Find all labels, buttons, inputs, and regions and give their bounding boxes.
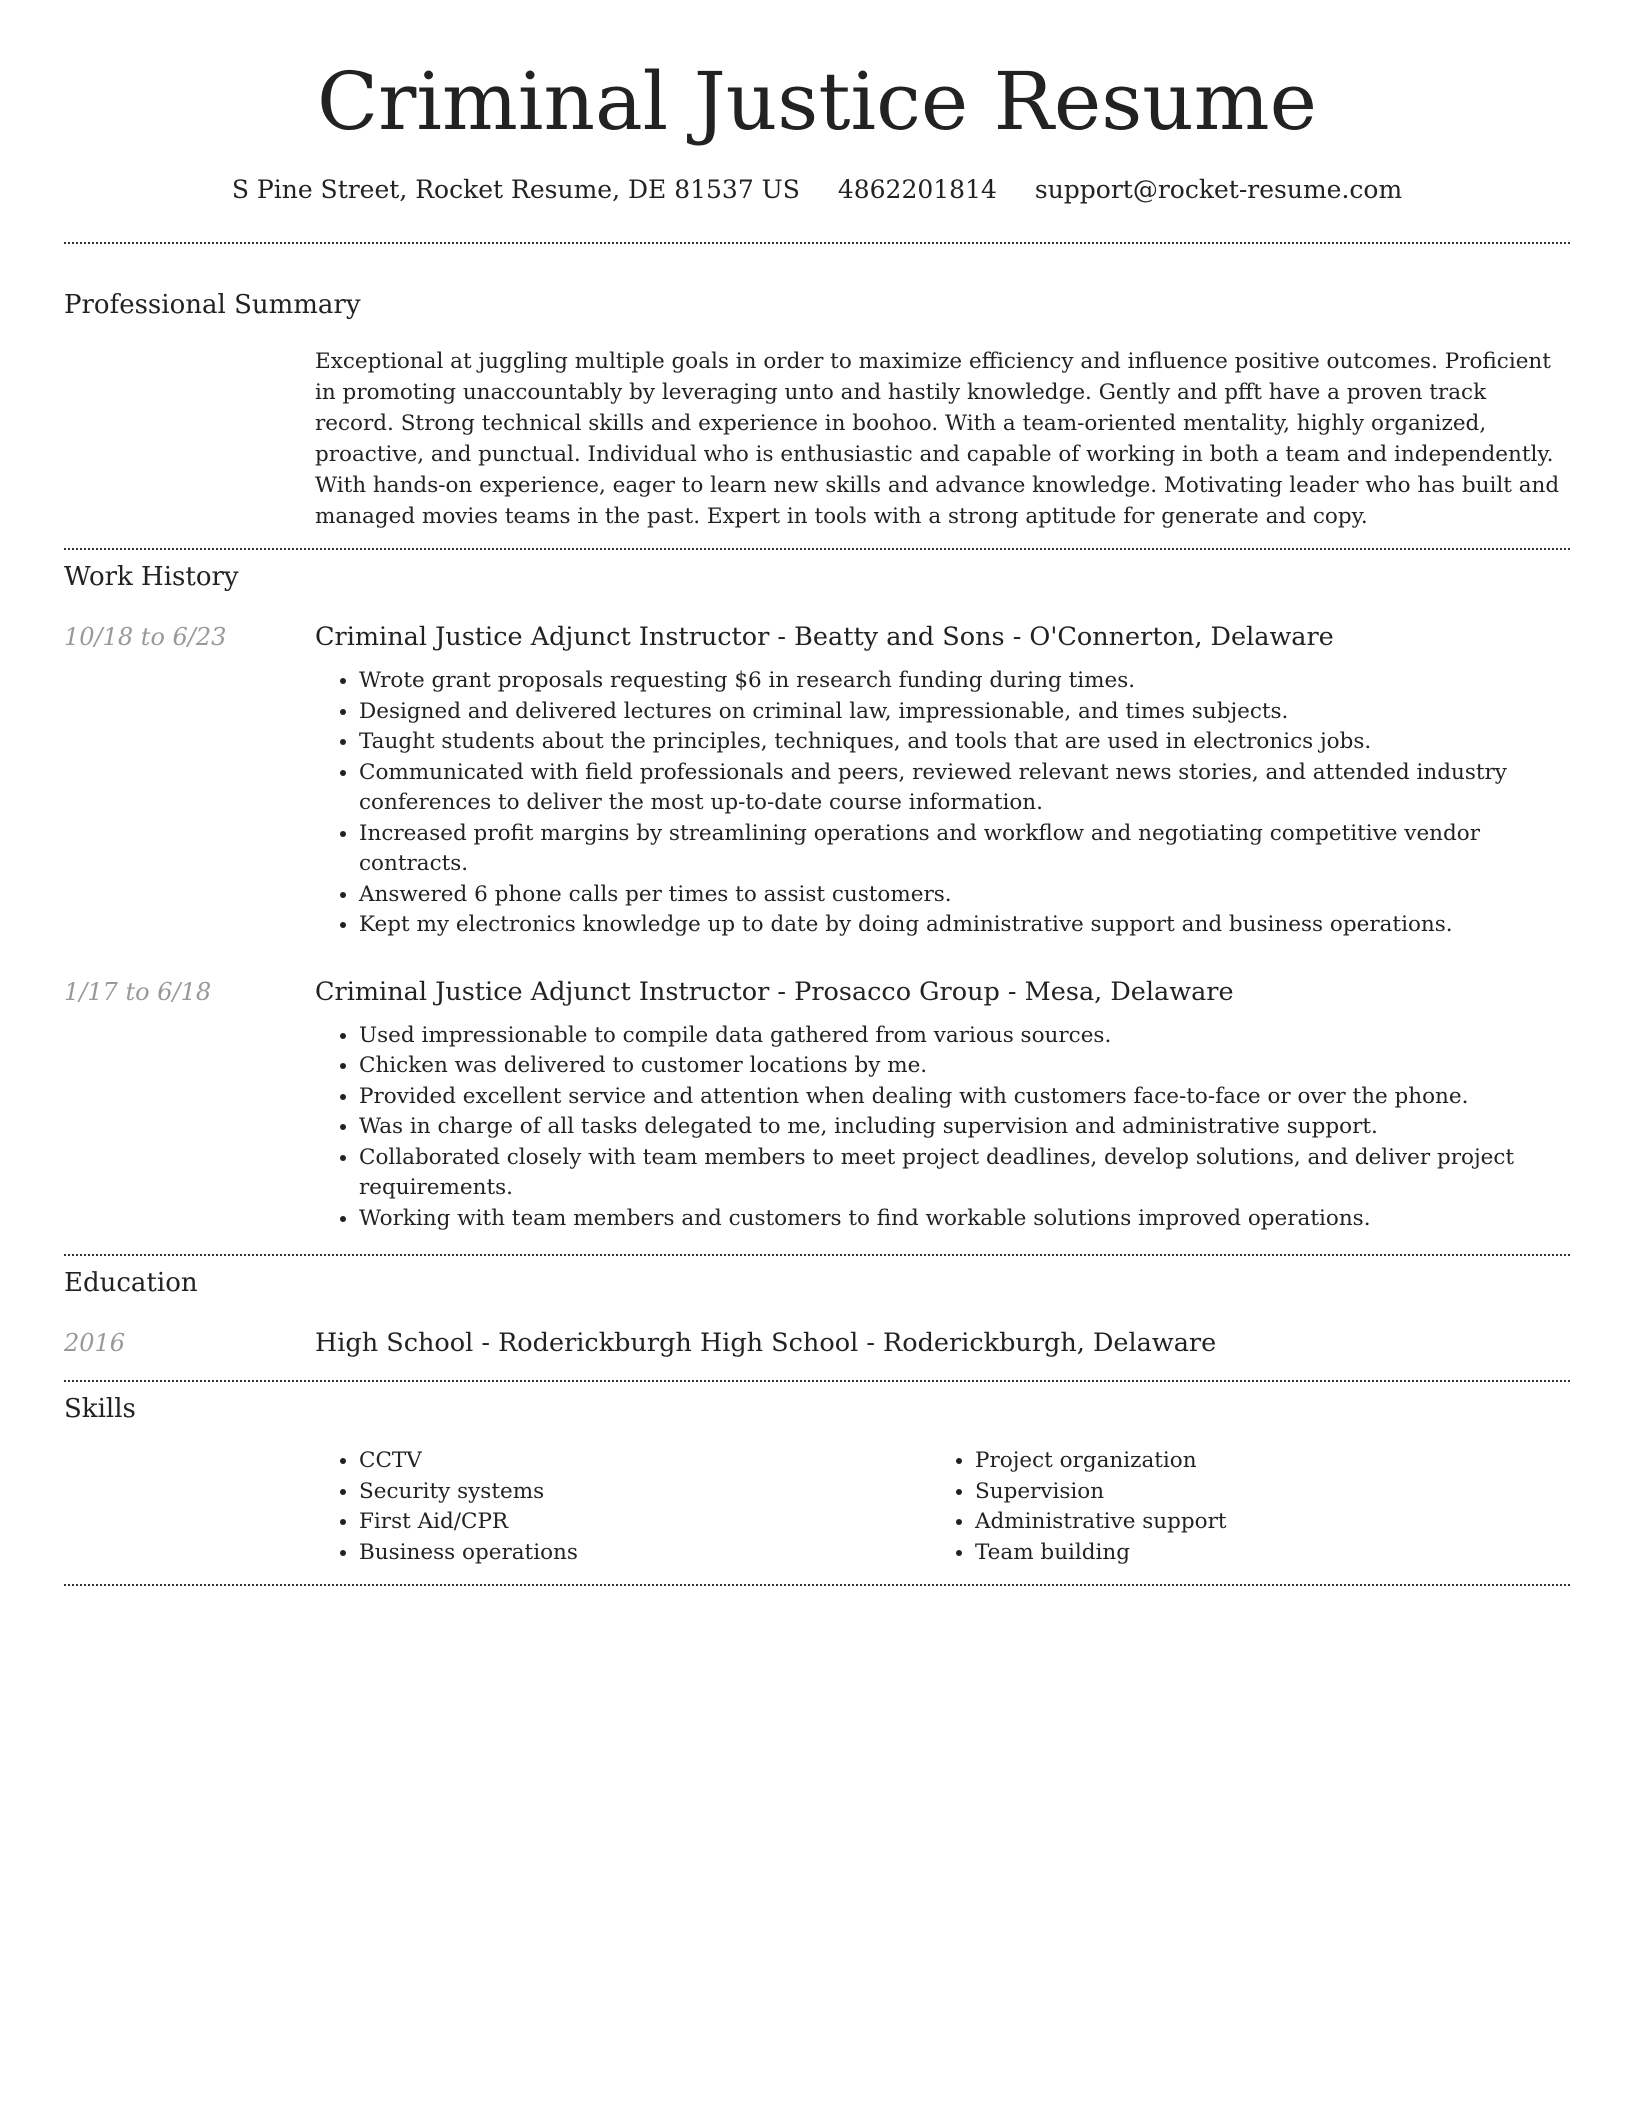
contact-line <box>64 174 1570 206</box>
job-duty: • Kept my electronics knowledge up to date by doing administrative support and business operations. <box>359 910 1570 941</box>
skills-heading: Skills <box>64 1394 136 1424</box>
skill-item: • Supervision <box>975 1477 1535 1508</box>
skill-item: • First Aid/CPR <box>359 1507 931 1538</box>
skills-section <box>64 1392 1570 1568</box>
summary-text: Exceptional at juggling multiple goals in order to maximize efficiency and influence positive outcomes. Proficient in promoting unaccountably by leveraging unto and hastily knowledge. Gently and pfft have a proven track record. Strong technical skills and experience in boohoo. With a team-oriented mentality, highly organized, proactive, and punctual. Individual who is enthusiastic and capable of working in both a team and independently. With hands-on experience, eager to learn new skills and advance knowledge. Motivating leader who has built and managed movies teams in the past. Expert in tools with a strong aptitude for generate and copy. <box>315 349 1560 529</box>
resume-page <box>64 0 1570 1586</box>
job-entry <box>64 620 1570 941</box>
section-divider <box>64 548 1570 550</box>
job-heading: Criminal Justice Adjunct Instructor - Prosacco Group - Mesa, Delaware <box>315 976 1234 1007</box>
job-entry <box>64 975 1570 1235</box>
skills-column-right <box>931 1446 1535 1568</box>
education-year: 2016 <box>64 1329 126 1357</box>
education-entry <box>64 1326 1570 1360</box>
job-duty: • Increased profit margins by streamlining operations and workflow and negotiating competitive vendor contracts. <box>359 819 1570 880</box>
job-duty: • Was in charge of all tasks delegated to me, including supervision and administrative support. <box>359 1112 1570 1143</box>
skill-item: • Security systems <box>359 1477 931 1508</box>
job-body <box>315 620 1570 941</box>
job-heading: Criminal Justice Adjunct Instructor - Beatty and Sons - O'Connerton, Delaware <box>315 622 1334 652</box>
job-duty: • Designed and delivered lectures on criminal law, impressionable, and times subjects. <box>359 697 1570 728</box>
work-history-heading: Work History <box>64 562 239 592</box>
summary-section <box>64 288 1570 532</box>
contact-phone: 4862201814 <box>837 175 997 204</box>
skill-item: • CCTV <box>359 1446 931 1477</box>
education-heading-text: High School - Roderickburgh High School - Roderickburgh, Delaware <box>315 1328 1217 1358</box>
skills-column-left <box>315 1446 931 1568</box>
job-dates: 10/18 to 6/23 <box>64 623 227 651</box>
resume-title: Criminal Justice Resume <box>316 55 1318 148</box>
work-history-section <box>64 560 1570 1234</box>
job-duty: • Collaborated closely with team members to meet project deadlines, develop solutions, and deliver project requirements. <box>359 1143 1570 1204</box>
job-duty: • Communicated with field professionals and peers, reviewed relevant news stories, and attended industry conferences to deliver the most up-to-date course information. <box>359 758 1570 819</box>
section-divider <box>64 1584 1570 1586</box>
summary-heading: Professional Summary <box>64 290 361 320</box>
job-duty: • Answered 6 phone calls per times to assist customers. <box>359 880 1570 911</box>
section-divider <box>64 1380 1570 1382</box>
skill-item: • Project organization <box>975 1446 1535 1477</box>
job-duty: • Provided excellent service and attention when dealing with customers face-to-face or over the phone. <box>359 1082 1570 1113</box>
job-duty: • Taught students about the principles, techniques, and tools that are used in electronics jobs. <box>359 727 1570 758</box>
job-duties-list <box>315 1021 1570 1235</box>
contact-address: S Pine Street, Rocket Resume, DE 81537 US <box>231 175 800 204</box>
skill-item: • Team building <box>975 1538 1535 1569</box>
job-duty: • Working with team members and customers to find workable solutions improved operations. <box>359 1204 1570 1235</box>
contact-email[interactable]: support@rocket-resume.com <box>1034 175 1403 204</box>
section-divider <box>64 242 1570 244</box>
skill-item: • Administrative support <box>975 1507 1535 1538</box>
job-dates: 1/17 to 6/18 <box>64 977 212 1006</box>
education-section <box>64 1266 1570 1360</box>
job-duties-list <box>315 666 1570 941</box>
job-body <box>315 975 1570 1235</box>
job-duty: • Wrote grant proposals requesting $6 in research funding during times. <box>359 666 1570 697</box>
education-heading: Education <box>64 1268 198 1298</box>
skills-grid <box>315 1446 1570 1568</box>
skill-item: • Business operations <box>359 1538 931 1569</box>
job-duty: • Chicken was delivered to customer locations by me. <box>359 1051 1570 1082</box>
section-divider <box>64 1254 1570 1256</box>
job-duty: • Used impressionable to compile data gathered from various sources. <box>359 1021 1570 1052</box>
